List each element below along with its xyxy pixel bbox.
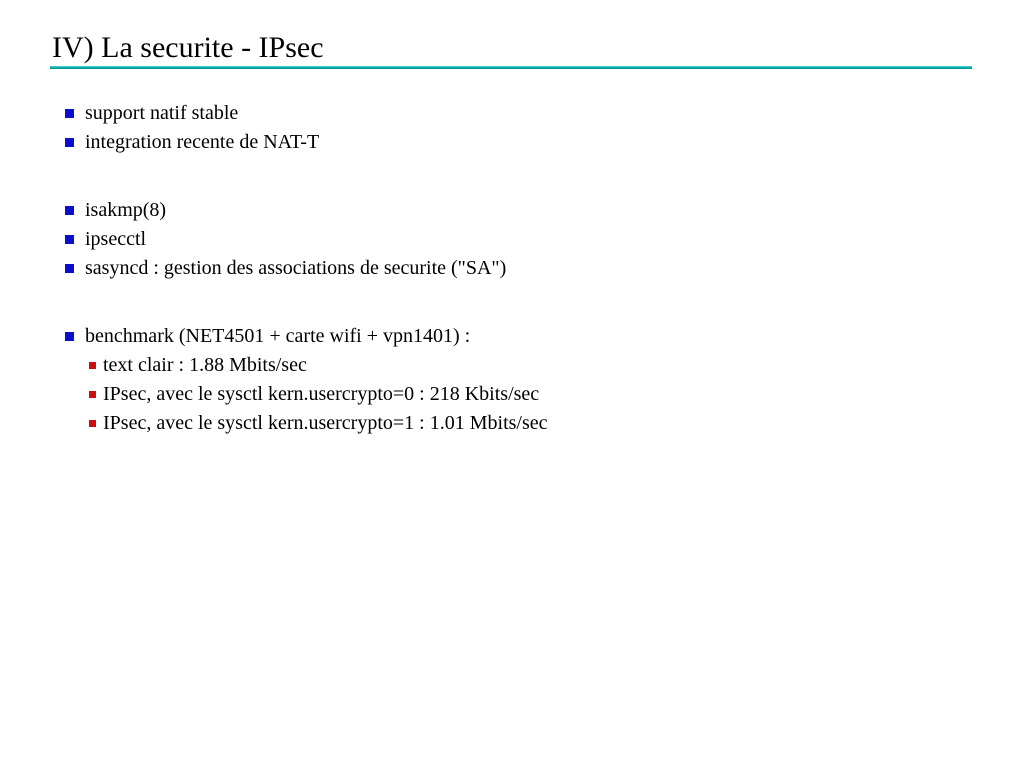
square-bullet-icon xyxy=(65,264,74,273)
list-item-text: sasyncd : gestion des associations de securite ("SA") xyxy=(85,257,507,279)
list-item-text: benchmark (NET4501 + carte wifi + vpn1401) : xyxy=(85,325,471,347)
sub-list-item xyxy=(89,351,965,380)
sub-list-item xyxy=(89,409,965,438)
square-bullet-icon xyxy=(65,332,74,341)
list-item xyxy=(65,254,965,283)
small-square-bullet-icon xyxy=(89,391,96,398)
list-item-text: ipsecctl xyxy=(85,228,147,250)
sub-list-item-text: text clair : 1.88 Mbits/sec xyxy=(103,354,307,376)
sub-list-item xyxy=(89,380,965,409)
small-square-bullet-icon xyxy=(89,362,96,369)
list-item xyxy=(65,196,965,225)
small-square-bullet-icon xyxy=(89,420,96,427)
list-item-text: integration recente de NAT-T xyxy=(85,131,320,153)
slide-title: IV) La securite - IPsec xyxy=(52,31,324,64)
sub-list-item-text: IPsec, avec le sysctl kern.usercrypto=1 : 1.01 Mbits/sec xyxy=(103,412,548,434)
list-item xyxy=(65,322,965,351)
list-item xyxy=(65,225,965,254)
square-bullet-icon xyxy=(65,206,74,215)
list-item xyxy=(65,128,965,157)
bullet-group xyxy=(65,322,965,438)
list-item-text: isakmp(8) xyxy=(85,199,167,221)
bullet-group xyxy=(65,196,965,283)
square-bullet-icon xyxy=(65,109,74,118)
sub-list-item-text: IPsec, avec le sysctl kern.usercrypto=0 : 218 Kbits/sec xyxy=(103,383,540,405)
square-bullet-icon xyxy=(65,138,74,147)
bullet-group xyxy=(65,99,965,157)
list-item-text: support natif stable xyxy=(85,102,239,124)
slide-body xyxy=(65,99,965,438)
title-underline-rule xyxy=(50,66,972,69)
square-bullet-icon xyxy=(65,235,74,244)
list-item xyxy=(65,99,965,128)
